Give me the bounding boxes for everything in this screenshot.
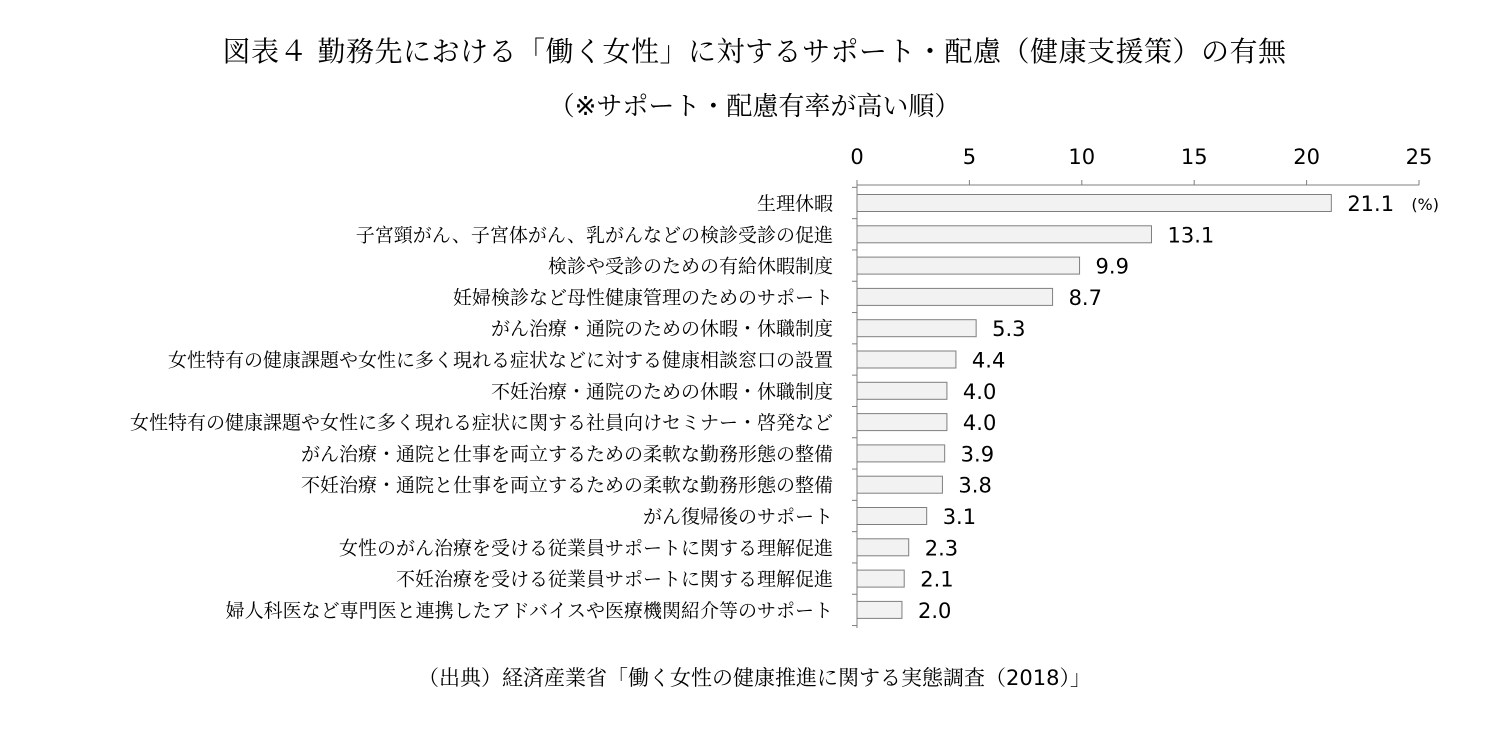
- data-label: 3.1: [942, 505, 977, 529]
- bar: [857, 445, 945, 462]
- category-label: がん復帰後のサポート: [642, 506, 833, 528]
- category-label: がん治療・通院と仕事を両立するための柔軟な勤務形態の整備: [300, 443, 833, 466]
- data-label: 2.1: [920, 567, 954, 592]
- category-label: 妊婦検診など母性健康管理のためのサポート: [452, 286, 833, 309]
- category-label: 女性特有の健康課題や女性に多く現れる症状に関する社員向けセミナー・啓発など: [129, 412, 833, 435]
- data-label: 21.1: [1347, 192, 1395, 216]
- data-label: 2.3: [924, 536, 959, 561]
- data-label: 13.1: [1167, 223, 1215, 248]
- data-label: 3.9: [960, 442, 995, 467]
- x-tick-label: 0: [850, 145, 864, 169]
- data-label: 3.8: [958, 473, 992, 498]
- bar: [857, 570, 904, 587]
- chart-subtitle: （※サポート・配慮有率が高い順）: [548, 92, 961, 122]
- bar: [857, 320, 976, 337]
- data-label: 4.0: [962, 411, 997, 436]
- data-label: 5.3: [992, 317, 1026, 342]
- bar: [857, 414, 947, 431]
- category-label: 不妊治療を受ける従業員サポートに関する理解促進: [395, 568, 833, 591]
- data-label: 4.0: [962, 379, 997, 404]
- bar: [857, 288, 1053, 305]
- category-label: 婦人科医など専門医と連携したアドバイスや医療機関紹介等のサポート: [225, 599, 833, 622]
- x-tick-label: 10: [1068, 145, 1096, 169]
- unit-label: (%): [1411, 195, 1440, 214]
- bar: [857, 382, 947, 399]
- category-label: 女性特有の健康課題や女性に多く現れる症状などに対する健康相談窓口の設置: [167, 349, 833, 372]
- category-label: 子宮頸がん、子宮体がん、乳がんなどの検診受診の促進: [355, 224, 833, 247]
- x-tick-label: 5: [962, 145, 977, 169]
- chart-title: 図表４ 勤務先における「働く女性」に対するサポート・配慮（健康支援策）の有無: [222, 35, 1287, 68]
- category-label: 女性のがん治療を受ける従業員サポートに関する理解促進: [338, 537, 833, 560]
- data-label: 2.0: [917, 598, 952, 623]
- bar: [857, 195, 1331, 212]
- x-tick-label: 15: [1180, 145, 1208, 169]
- bar: [857, 508, 927, 525]
- category-label: 生理休暇: [756, 193, 833, 215]
- data-label: 8.7: [1068, 285, 1102, 310]
- bar: [857, 601, 902, 618]
- x-tick-label: 20: [1293, 145, 1320, 169]
- category-label: 検診や受診のための有給休暇制度: [547, 255, 833, 278]
- data-label: 4.4: [971, 348, 1006, 373]
- x-tick-label: 25: [1405, 145, 1433, 169]
- bar: [857, 476, 942, 493]
- bar: [857, 351, 956, 368]
- bar: [857, 539, 909, 556]
- category-label: 不妊治療・通院のための休暇・休職制度: [490, 380, 833, 403]
- source-note: （出典）経済産業省「働く女性の健康推進に関する実態調査（2018）」: [418, 666, 1091, 690]
- bar: [857, 226, 1151, 243]
- category-label: がん治療・通院のための休暇・休職制度: [490, 318, 833, 341]
- category-label: 不妊治療・通院と仕事を両立するための柔軟な勤務形態の整備: [300, 474, 833, 497]
- data-label: 9.9: [1095, 254, 1129, 279]
- bar: [857, 257, 1080, 274]
